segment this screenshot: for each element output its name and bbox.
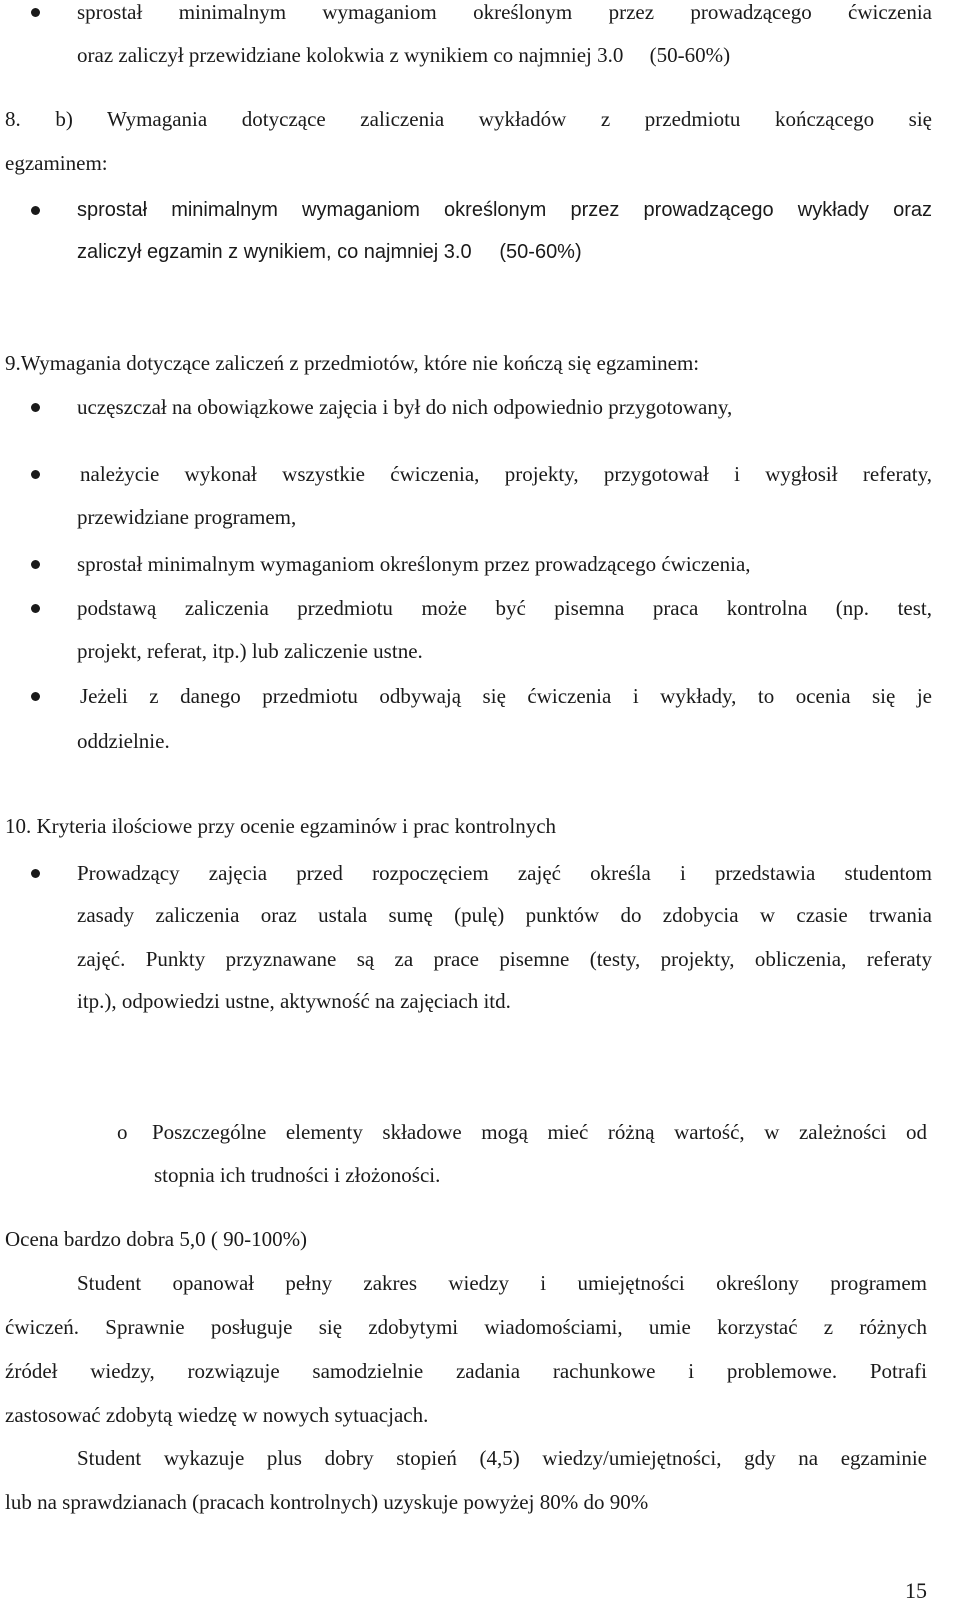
text-line: Student opanował pełny zakres wiedzy i umiejętności określony programem (77, 1271, 927, 1295)
bullet-icon (31, 206, 40, 215)
text-line: zaliczył egzamin z wynikiem, co najmniej 3.0 (50-60%) (77, 241, 582, 263)
text-line: sprostał minimalnym wymaganiom określonym przez prowadzącego wykłady oraz (77, 199, 932, 221)
text-line: projekt, referat, itp.) lub zaliczenie ustne. (77, 639, 423, 663)
bullet-icon (31, 470, 40, 479)
grade-heading: Ocena bardzo dobra 5,0 ( 90-100%) (5, 1227, 308, 1251)
text-line: zajęć. Punkty przyznawane są za prace pisemne (testy, projekty, obliczenia, referaty (77, 947, 932, 971)
text-line: oraz zaliczył przewidziane kolokwia z wynikiem co najmniej 3.0 (50-60%) (77, 43, 731, 67)
text-line: ćwiczeń. Sprawnie posługuje się zdobytymi wiadomościami, umie korzystać z różnych (5, 1315, 927, 1339)
text-line: sprostał minimalnym wymaganiom określonym przez prowadzącego ćwiczenia (77, 0, 932, 24)
bullet-icon (31, 560, 40, 569)
text-line: stopnia ich trudności i złożoności. (154, 1163, 441, 1187)
text-line: źródeł wiedzy, rozwiązuje samodzielnie zadania rachunkowe i problemowe. Potrafi (5, 1359, 927, 1383)
text-line: przewidziane programem, (77, 505, 297, 529)
bullet-icon (31, 604, 40, 613)
circle-bullet-icon: o (117, 1120, 128, 1144)
text-line: Poszczególne elementy składowe mogą mieć różną wartość, w zależności od (152, 1120, 927, 1144)
section-heading-8b: 8. b) Wymagania dotyczące zaliczenia wykładów z przedmiotu kończącego się (5, 107, 932, 131)
text-line: egzaminem: (5, 151, 108, 175)
text-line: podstawą zaliczenia przedmiotu może być pisemna praca kontrolna (np. test, (77, 596, 932, 620)
text-line: Student wykazuje plus dobry stopień (4,5) wiedzy/umiejętności, gdy na egzaminie (77, 1446, 927, 1470)
text-line: zasady zaliczenia oraz ustala sumę (pulę) punktów do zdobycia w czasie trwania (77, 903, 932, 927)
text-line: Prowadzący zajęcia przed rozpoczęciem zajęć określa i przedstawia studentom (77, 861, 932, 885)
bullet-icon (31, 692, 40, 701)
text-line: oddzielnie. (77, 729, 170, 753)
section-heading-9: 9.Wymagania dotyczące zaliczeń z przedmiotów, które nie kończą się egzaminem: (5, 351, 700, 375)
text-line: itp.), odpowiedzi ustne, aktywność na zajęciach itd. (77, 989, 511, 1013)
bullet-icon (31, 869, 40, 878)
page-number: 15 (905, 1578, 927, 1603)
bullet-icon (31, 8, 40, 17)
text-line: zastosować zdobytą wiedzę w nowych sytuacjach. (5, 1403, 429, 1427)
bullet-icon (31, 403, 40, 412)
text-line: lub na sprawdzianach (pracach kontrolnych) uzyskuje powyżej 80% do 90% (5, 1490, 649, 1514)
text-line: Jeżeli z danego przedmiotu odbywają się ćwiczenia i wykłady, to ocenia się je (80, 684, 932, 708)
text-line: sprostał minimalnym wymaganiom określonym przez prowadzącego ćwiczenia, (77, 552, 751, 576)
text-line: należycie wykonał wszystkie ćwiczenia, projekty, przygotował i wygłosił referaty, (80, 462, 932, 486)
section-heading-10: 10. Kryteria ilościowe przy ocenie egzaminów i prac kontrolnych (5, 814, 557, 838)
text-line: uczęszczał na obowiązkowe zajęcia i był do nich odpowiednio przygotowany, (77, 395, 733, 419)
